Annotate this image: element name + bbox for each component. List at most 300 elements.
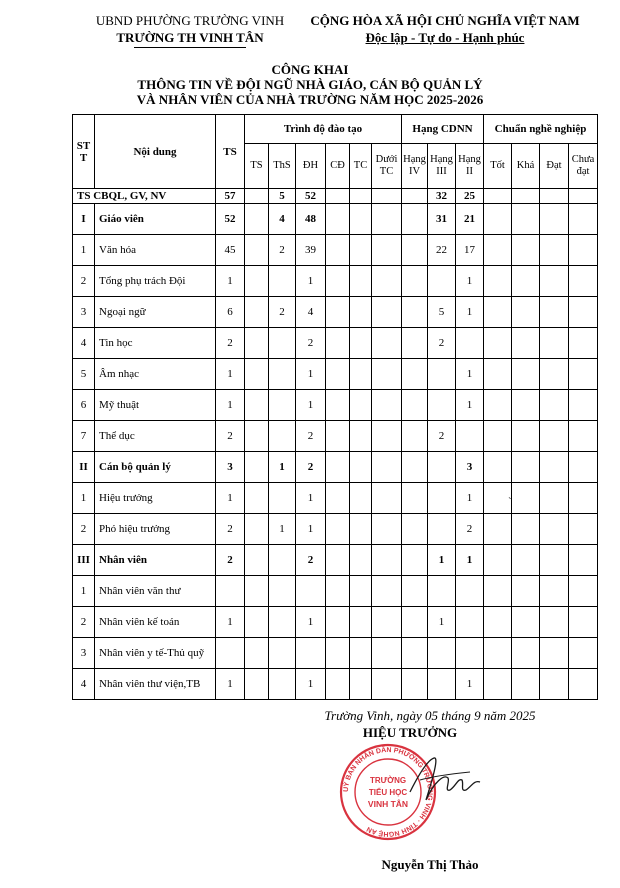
value-cell (350, 297, 372, 328)
value-cell: 2 (456, 514, 484, 545)
value-cell: 2 (269, 297, 296, 328)
title-line-3: VÀ NHÂN VIÊN CỦA NHÀ TRƯỜNG NĂM HỌC 2025-2026 (136, 92, 484, 107)
value-cell (326, 607, 350, 638)
value-cell (245, 328, 269, 359)
value-cell (512, 576, 540, 607)
value-cell (245, 421, 269, 452)
table-row (73, 545, 598, 576)
value-cell (245, 638, 269, 669)
value-cell (402, 576, 428, 607)
value-cell (512, 638, 540, 669)
value-cell: 4 (269, 204, 296, 235)
value-cell (540, 189, 569, 204)
ts-cell: 2 (216, 545, 245, 576)
value-cell: 1 (428, 607, 456, 638)
value-cell (402, 669, 428, 700)
value-cell (269, 545, 296, 576)
value-cell (540, 297, 569, 328)
header-training-level: Trình độ đào tạo (245, 115, 402, 144)
ts-cell: 52 (216, 204, 245, 235)
value-cell (456, 328, 484, 359)
value-cell (326, 514, 350, 545)
seal-ring-text: UỶ BAN NHÂN DÂN PHƯỜNG TRƯỜNG VINH · TỈNH NGHỆ AN (342, 746, 434, 838)
stt-cell: II (73, 452, 95, 483)
value-cell (402, 359, 428, 390)
value-cell (372, 421, 402, 452)
value-cell (484, 189, 512, 204)
national-motto: Độc lập - Tự do - Hạnh phúc (365, 30, 525, 45)
value-cell (540, 545, 569, 576)
value-cell (540, 452, 569, 483)
value-cell (484, 328, 512, 359)
value-cell (245, 359, 269, 390)
value-cell (428, 266, 456, 297)
signatory-position: HIỆU TRƯỞNG (362, 725, 458, 740)
value-cell (245, 235, 269, 266)
value-cell (540, 483, 569, 514)
content-cell: Nhân viên y tế-Thủ quỹ (95, 638, 216, 669)
value-cell (372, 204, 402, 235)
value-cell: 4 (296, 297, 326, 328)
value-cell (402, 204, 428, 235)
ts-cell: 1 (216, 266, 245, 297)
value-cell (350, 421, 372, 452)
value-cell (372, 297, 402, 328)
table-row (73, 576, 598, 607)
subheader-cell: Hạng III (428, 144, 456, 189)
value-cell (512, 235, 540, 266)
value-cell (245, 452, 269, 483)
stt-cell: 1 (73, 235, 95, 266)
value-cell (350, 576, 372, 607)
value-cell (326, 359, 350, 390)
stt-cell: 1 (73, 576, 95, 607)
table-row (73, 483, 598, 514)
value-cell: 1 (296, 669, 326, 700)
value-cell: 2 (296, 421, 326, 452)
value-cell: 1 (456, 669, 484, 700)
value-cell (569, 545, 598, 576)
value-cell (326, 545, 350, 576)
content-cell: Mỹ thuật (95, 390, 216, 421)
value-cell (428, 638, 456, 669)
value-cell (372, 607, 402, 638)
value-cell (350, 266, 372, 297)
value-cell (484, 266, 512, 297)
value-cell (569, 483, 598, 514)
value-cell (569, 607, 598, 638)
value-cell (512, 297, 540, 328)
value-cell (402, 514, 428, 545)
value-cell (569, 390, 598, 421)
header-stt: ST T (73, 115, 95, 189)
value-cell (484, 607, 512, 638)
value-cell (245, 545, 269, 576)
value-cell (350, 189, 372, 204)
value-cell: 1 (456, 390, 484, 421)
value-cell (484, 545, 512, 576)
value-cell (484, 359, 512, 390)
subheader-cell: Dưới TC (372, 144, 402, 189)
value-cell (326, 638, 350, 669)
school-underline (134, 47, 246, 48)
value-cell (326, 204, 350, 235)
value-cell (428, 483, 456, 514)
value-cell (569, 669, 598, 700)
ts-cell: 1 (216, 390, 245, 421)
value-cell (245, 669, 269, 700)
value-cell (484, 576, 512, 607)
value-cell (402, 545, 428, 576)
content-cell: Tin học (95, 328, 216, 359)
table-row (73, 189, 598, 204)
value-cell (350, 669, 372, 700)
value-cell (569, 452, 598, 483)
value-cell (569, 576, 598, 607)
value-cell (326, 235, 350, 266)
content-cell: Thể dục (95, 421, 216, 452)
value-cell (326, 483, 350, 514)
value-cell (484, 235, 512, 266)
table-row (73, 266, 598, 297)
value-cell (326, 189, 350, 204)
value-cell (512, 189, 540, 204)
value-cell (372, 545, 402, 576)
value-cell (269, 390, 296, 421)
value-cell (512, 266, 540, 297)
value-cell (350, 235, 372, 266)
value-cell (402, 189, 428, 204)
value-cell: 1 (456, 297, 484, 328)
value-cell (540, 607, 569, 638)
value-cell (402, 452, 428, 483)
value-cell (569, 359, 598, 390)
table-row (73, 235, 598, 266)
value-cell (456, 421, 484, 452)
value-cell: 2 (296, 328, 326, 359)
value-cell (326, 669, 350, 700)
stt-cell: I (73, 204, 95, 235)
value-cell (372, 359, 402, 390)
value-cell (326, 390, 350, 421)
value-cell (512, 514, 540, 545)
value-cell (484, 204, 512, 235)
value-cell (456, 607, 484, 638)
value-cell (372, 452, 402, 483)
value-cell (484, 638, 512, 669)
ts-cell: 1 (216, 483, 245, 514)
nation-name: CỘNG HÒA XÃ HỘI CHỦ NGHĨA VIỆT NAM (310, 13, 580, 28)
value-cell (484, 514, 512, 545)
value-cell (484, 390, 512, 421)
content-cell: Nhân viên thư viện,TB (95, 669, 216, 700)
value-cell (569, 189, 598, 204)
value-cell (269, 359, 296, 390)
ts-cell: 1 (216, 359, 245, 390)
value-cell (512, 421, 540, 452)
value-cell (372, 638, 402, 669)
table-row (73, 421, 598, 452)
value-cell (245, 576, 269, 607)
seal-center-line-2: TIỂU HỌC (368, 788, 408, 797)
value-cell (269, 483, 296, 514)
content-cell: Nhân viên (95, 545, 216, 576)
value-cell (402, 638, 428, 669)
content-cell: Cán bộ quản lý (95, 452, 216, 483)
header-standard: Chuẩn nghề nghiệp (484, 115, 598, 144)
value-cell (372, 514, 402, 545)
title-line-1: CÔNG KHAI (271, 62, 349, 77)
value-cell (326, 297, 350, 328)
value-cell: 2 (296, 545, 326, 576)
value-cell (569, 204, 598, 235)
value-cell (372, 483, 402, 514)
stt-cell: 6 (73, 390, 95, 421)
value-cell (350, 483, 372, 514)
ts-cell: 6 (216, 297, 245, 328)
value-cell (350, 638, 372, 669)
value-cell: 2 (296, 452, 326, 483)
value-cell: 1 (296, 266, 326, 297)
value-cell (372, 189, 402, 204)
value-cell: 1 (456, 545, 484, 576)
value-cell: 1 (456, 266, 484, 297)
value-cell (484, 297, 512, 328)
value-cell: 25 (456, 189, 484, 204)
subheader-cell: TS (245, 144, 269, 189)
value-cell (350, 607, 372, 638)
value-cell (245, 390, 269, 421)
value-cell (350, 514, 372, 545)
value-cell: 1 (296, 390, 326, 421)
value-cell (428, 514, 456, 545)
value-cell (540, 235, 569, 266)
table-row (73, 297, 598, 328)
value-cell (350, 359, 372, 390)
table-row (73, 669, 598, 700)
value-cell (372, 390, 402, 421)
value-cell (402, 390, 428, 421)
value-cell (350, 204, 372, 235)
value-cell (245, 483, 269, 514)
value-cell: 5 (428, 297, 456, 328)
issuing-authority-block (70, 12, 310, 48)
value-cell (326, 328, 350, 359)
value-cell: 1 (269, 452, 296, 483)
value-cell: 1 (296, 514, 326, 545)
ts-cell: 3 (216, 452, 245, 483)
table-row (73, 514, 598, 545)
value-cell (512, 328, 540, 359)
stt-cell: 3 (73, 297, 95, 328)
header-rank: Hạng CDNN (402, 115, 484, 144)
staff-statistics-table (72, 114, 598, 700)
ts-cell: 1 (216, 669, 245, 700)
value-cell: 31 (428, 204, 456, 235)
content-cell: Văn hóa (95, 235, 216, 266)
value-cell (569, 266, 598, 297)
value-cell: 21 (456, 204, 484, 235)
subheader-cell: TC (350, 144, 372, 189)
table-row (73, 359, 598, 390)
value-cell: 2 (428, 421, 456, 452)
table-row (73, 328, 598, 359)
value-cell (484, 452, 512, 483)
value-cell (326, 452, 350, 483)
content-cell: Hiệu trưởng (95, 483, 216, 514)
value-cell (512, 483, 540, 514)
value-cell (512, 607, 540, 638)
value-cell (350, 328, 372, 359)
value-cell (245, 297, 269, 328)
value-cell (245, 514, 269, 545)
value-cell (569, 328, 598, 359)
seal-center-line-1: TRƯỜNG (369, 776, 407, 785)
value-cell (512, 669, 540, 700)
value-cell: 2 (269, 235, 296, 266)
subheader-cell: Hạng II (456, 144, 484, 189)
total-label-cell: TS CBQL, GV, NV (73, 189, 216, 204)
value-cell (245, 607, 269, 638)
value-cell (569, 421, 598, 452)
value-cell (245, 266, 269, 297)
document-title (0, 62, 620, 107)
header-ts: TS (216, 115, 245, 189)
value-cell (540, 390, 569, 421)
value-cell (402, 266, 428, 297)
value-cell: 1 (456, 483, 484, 514)
value-cell (456, 638, 484, 669)
national-header-block (300, 12, 590, 46)
value-cell: 3 (456, 452, 484, 483)
content-cell: Giáo viên (95, 204, 216, 235)
value-cell (326, 421, 350, 452)
table-row (73, 638, 598, 669)
table-row (73, 390, 598, 421)
value-cell (269, 266, 296, 297)
stt-cell: 5 (73, 359, 95, 390)
value-cell: 2 (428, 328, 456, 359)
stt-cell: III (73, 545, 95, 576)
value-cell: 17 (456, 235, 484, 266)
school-name: TRƯỜNG TH VINH TÂN (116, 30, 264, 45)
value-cell (428, 390, 456, 421)
value-cell (245, 189, 269, 204)
ts-cell (216, 576, 245, 607)
subheader-cell: Khá (512, 144, 540, 189)
handwritten-signature (400, 752, 490, 812)
value-cell (296, 638, 326, 669)
value-cell (269, 669, 296, 700)
value-cell (540, 669, 569, 700)
value-cell (372, 235, 402, 266)
value-cell (402, 297, 428, 328)
table-row (73, 452, 598, 483)
value-cell (296, 576, 326, 607)
stt-cell: 2 (73, 266, 95, 297)
subheader-cell: Chưa đạt (569, 144, 598, 189)
value-cell (569, 638, 598, 669)
value-cell: 32 (428, 189, 456, 204)
value-cell (540, 204, 569, 235)
value-cell (326, 266, 350, 297)
value-cell (540, 359, 569, 390)
ts-cell: 2 (216, 421, 245, 452)
value-cell: 52 (296, 189, 326, 204)
subheader-cell: Tốt (484, 144, 512, 189)
subheader-cell: ĐH (296, 144, 326, 189)
seal-center-line-3: VINH TÂN (367, 799, 409, 809)
value-cell: 1 (296, 359, 326, 390)
stt-cell: 4 (73, 328, 95, 359)
value-cell (402, 421, 428, 452)
header-content: Nội dung (95, 115, 216, 189)
value-cell (372, 669, 402, 700)
value-cell (269, 328, 296, 359)
value-cell: 1 (296, 607, 326, 638)
value-cell (512, 204, 540, 235)
ts-cell (216, 638, 245, 669)
value-cell (456, 576, 484, 607)
table-row (73, 607, 598, 638)
value-cell (569, 235, 598, 266)
stt-cell: 7 (73, 421, 95, 452)
value-cell (350, 390, 372, 421)
ts-cell: 2 (216, 514, 245, 545)
value-cell (540, 576, 569, 607)
value-cell (512, 390, 540, 421)
value-cell: 22 (428, 235, 456, 266)
stt-cell: 3 (73, 638, 95, 669)
value-cell: 5 (269, 189, 296, 204)
ts-cell: 57 (216, 189, 245, 204)
table-row (73, 204, 598, 235)
value-cell (569, 514, 598, 545)
value-cell (402, 235, 428, 266)
stt-cell: 4 (73, 669, 95, 700)
value-cell (402, 328, 428, 359)
value-cell: 1 (428, 545, 456, 576)
value-cell (372, 328, 402, 359)
subheader-cell: CĐ (326, 144, 350, 189)
stt-cell: 2 (73, 514, 95, 545)
value-cell (484, 421, 512, 452)
content-cell: Ngoại ngữ (95, 297, 216, 328)
content-cell: Âm nhạc (95, 359, 216, 390)
value-cell (512, 545, 540, 576)
title-line-2: THÔNG TIN VỀ ĐỘI NGŨ NHÀ GIÁO, CÁN BỘ QUẢN LÝ (137, 77, 483, 92)
value-cell (372, 576, 402, 607)
value-cell (428, 669, 456, 700)
content-cell: Tổng phụ trách Đội (95, 266, 216, 297)
value-cell (372, 266, 402, 297)
authority-name: UBND PHƯỜNG TRƯỜNG VINH (95, 13, 285, 28)
value-cell (269, 576, 296, 607)
stray-mark: ` (508, 496, 512, 508)
stt-cell: 2 (73, 607, 95, 638)
value-cell (540, 514, 569, 545)
subheader-cell: ThS (269, 144, 296, 189)
value-cell (512, 359, 540, 390)
value-cell (350, 452, 372, 483)
value-cell (484, 669, 512, 700)
value-cell: 1 (296, 483, 326, 514)
value-cell (428, 452, 456, 483)
value-cell (540, 421, 569, 452)
value-cell (245, 204, 269, 235)
value-cell (540, 328, 569, 359)
value-cell (402, 607, 428, 638)
